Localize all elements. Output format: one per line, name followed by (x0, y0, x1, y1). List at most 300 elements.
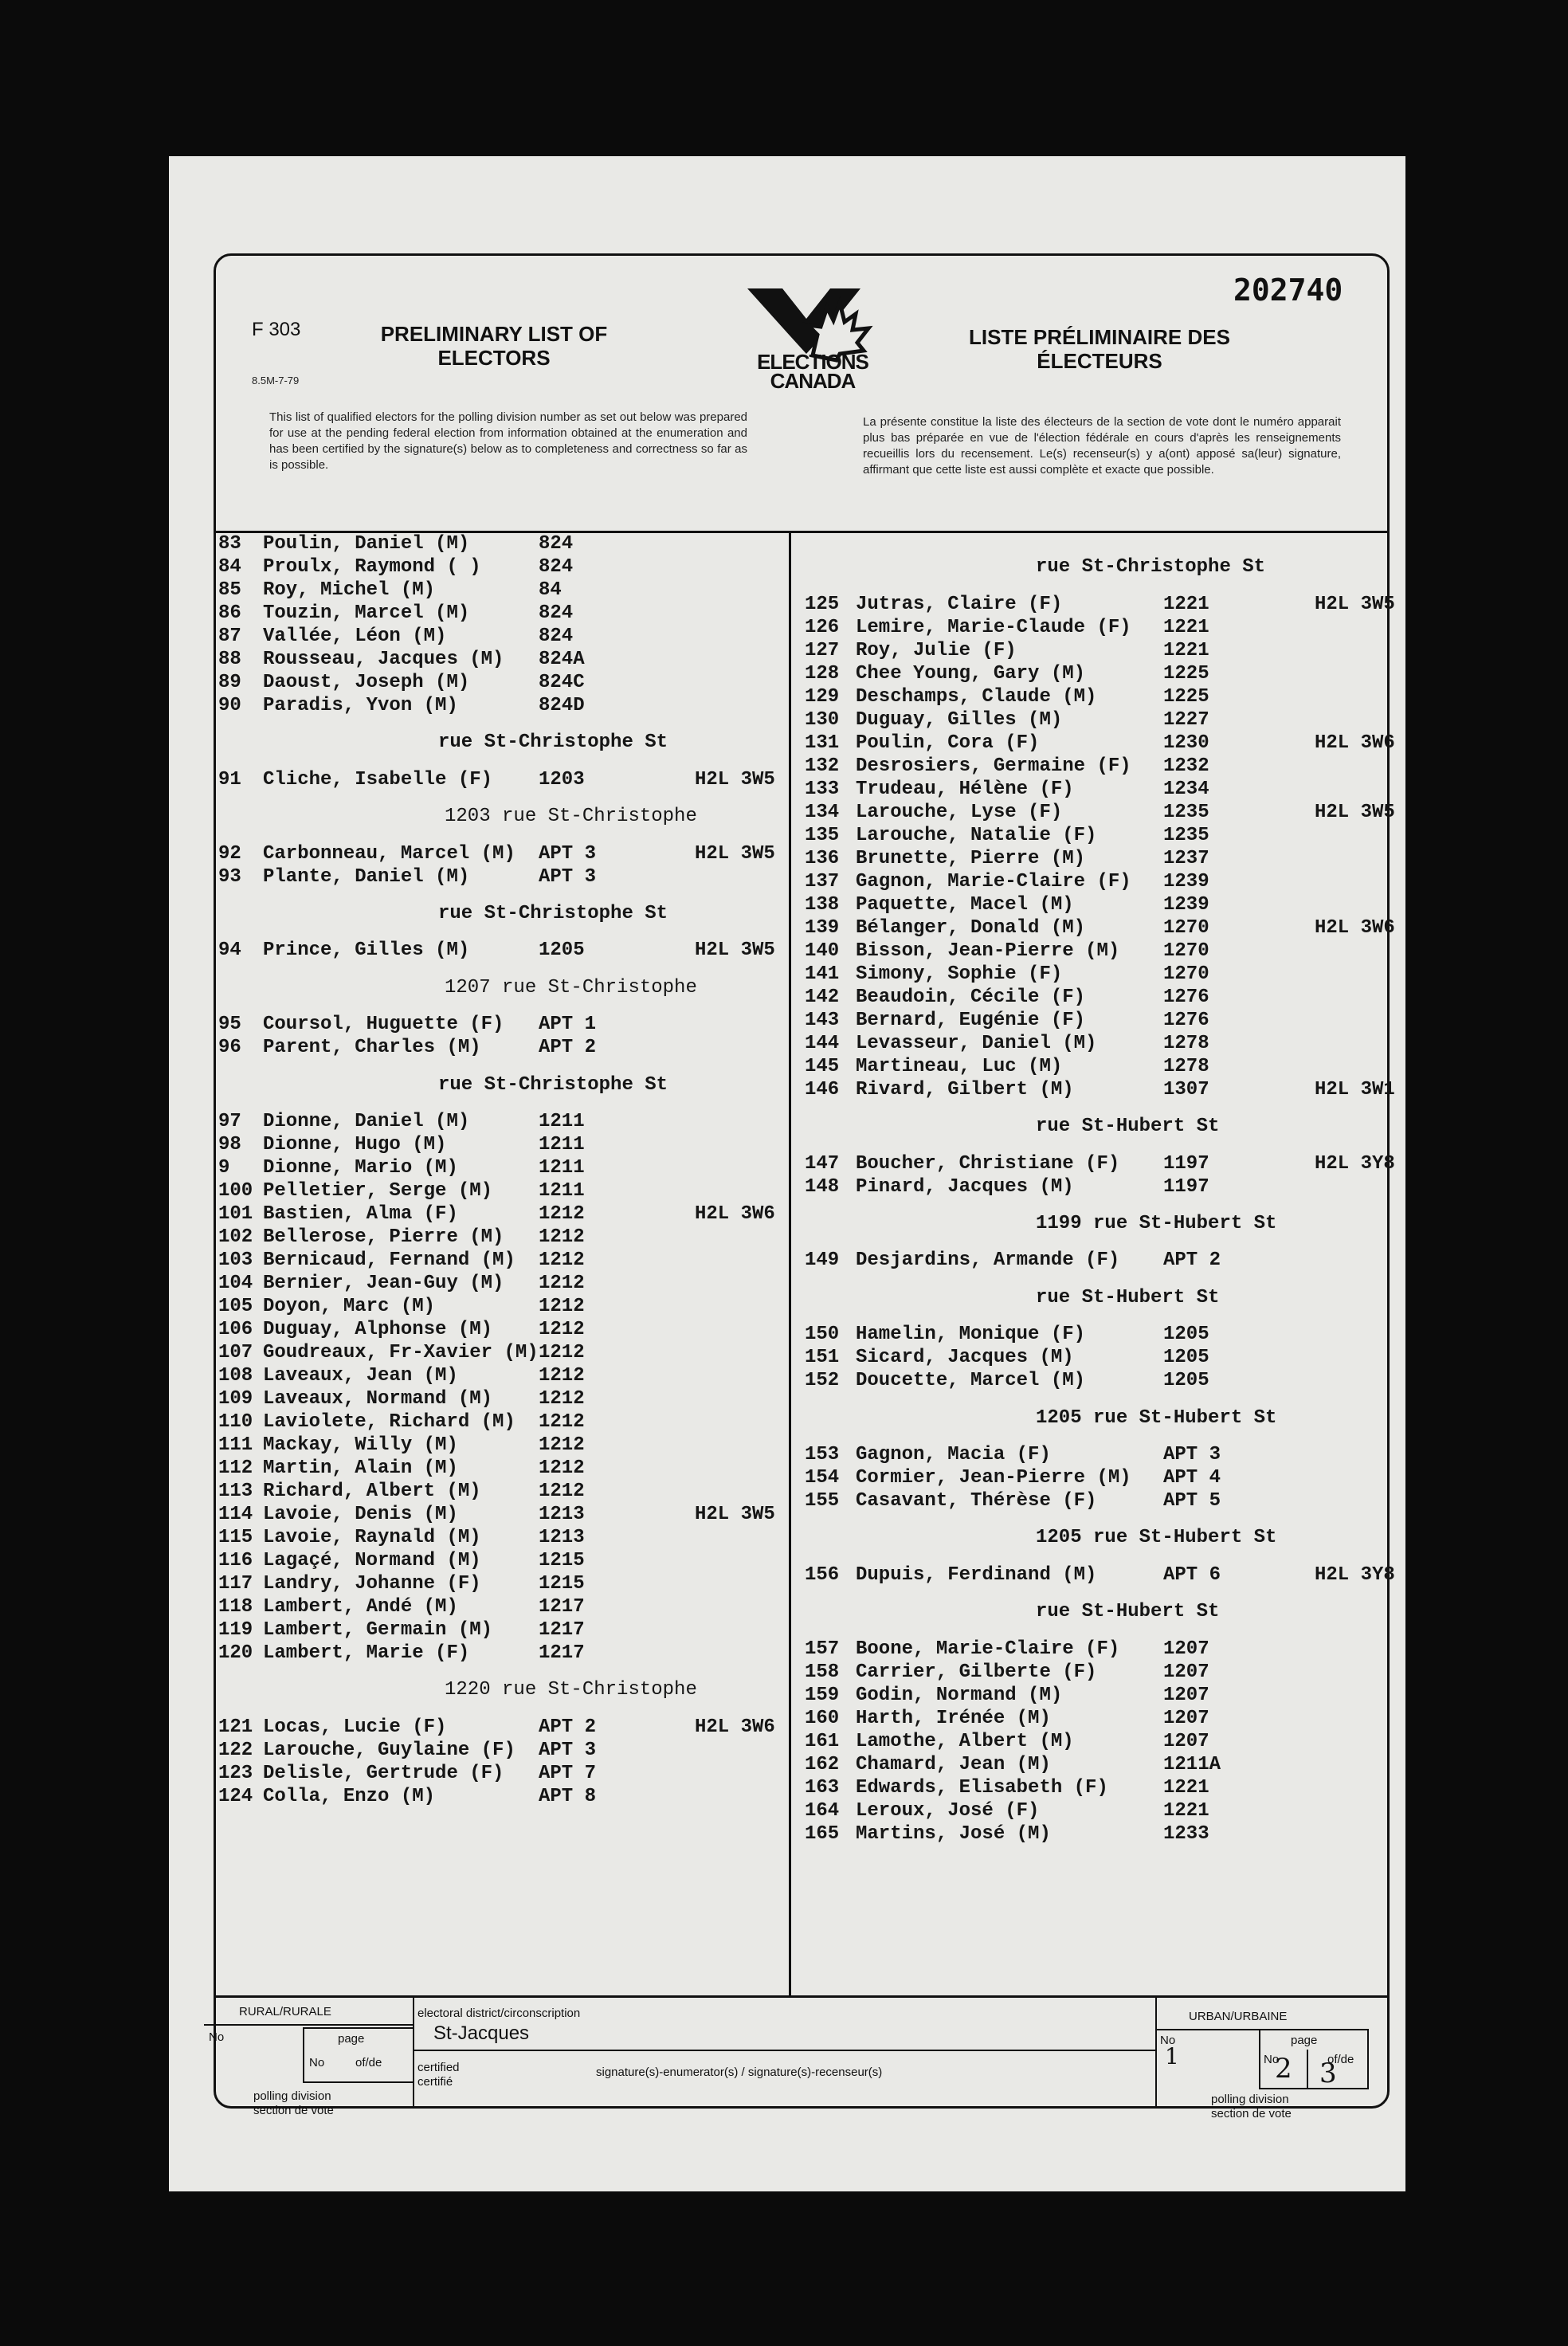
elector-name: Touzin, Marcel (M) (263, 602, 470, 624)
elector-number: 139 (805, 916, 840, 939)
postal-code: H2L 3W6 (695, 1203, 775, 1225)
street-heading: rue St-Christophe St (438, 903, 668, 924)
address-subheading: 1207 rue St-Christophe (445, 976, 697, 998)
elector-name: Prince, Gilles (M) (263, 940, 470, 962)
elector-address: 1237 (1163, 847, 1209, 869)
urban-page-value: 2 (1275, 2053, 1292, 2085)
elector-name: Richard, Albert (M) (263, 1481, 481, 1502)
elector-name: Chee Young, Gary (M) (856, 662, 1086, 685)
elector-name: Rousseau, Jacques (M) (263, 649, 504, 670)
elector-name: Bastien, Alma (F) (263, 1203, 458, 1225)
elector-name: Delisle, Gertrude (F) (263, 1762, 504, 1784)
elector-address: 1213 (539, 1504, 585, 1525)
address-subheading: 1203 rue St-Christophe (445, 806, 697, 828)
elector-address: 824 (539, 556, 574, 578)
elector-number: 163 (805, 1776, 840, 1799)
elector-number: 138 (805, 893, 840, 916)
elector-number: 160 (805, 1707, 840, 1729)
elector-address: APT 3 (539, 865, 597, 888)
elector-number: 109 (218, 1388, 253, 1410)
rural-polling-division: polling division (253, 2089, 331, 2103)
elector-address: 824A (539, 649, 585, 670)
elector-address: 1221 (1163, 1776, 1209, 1799)
elector-address: 1276 (1163, 986, 1209, 1008)
urban-page-label: page (1291, 2034, 1318, 2047)
street-heading: 1205 rue St-Hubert St (1036, 1406, 1277, 1429)
elector-number: 89 (218, 672, 241, 693)
elector-number: 159 (805, 1684, 840, 1706)
elector-address: 1212 (539, 1226, 585, 1248)
elector-number: 126 (805, 616, 840, 638)
elector-name: Goudreaux, Fr-Xavier (M) (263, 1342, 539, 1363)
elector-number: 87 (218, 626, 241, 647)
elector-address: 1235 (1163, 801, 1209, 823)
elector-address: APT 3 (1163, 1444, 1221, 1465)
elector-address: 1270 (1163, 963, 1209, 985)
elector-number: 88 (218, 649, 241, 670)
urban-polling-division: polling division (1211, 2093, 1289, 2106)
elector-address: 1221 (1163, 639, 1209, 661)
form-number: F 303 (252, 319, 301, 340)
elector-name: Pinard, Jacques (M) (856, 1175, 1074, 1198)
elector-number: 90 (218, 695, 241, 716)
elector-address: 1217 (539, 1619, 585, 1641)
postal-code: H2L 3W5 (695, 1504, 775, 1525)
elector-name: Levasseur, Daniel (M) (856, 1032, 1097, 1054)
district-rule (414, 2050, 1157, 2051)
elector-address: 1211 (539, 1157, 585, 1179)
elector-address: 1207 (1163, 1707, 1209, 1729)
elector-address: 824D (539, 695, 585, 716)
postal-code: H2L 3W5 (695, 768, 775, 790)
elector-number: 141 (805, 963, 840, 985)
elector-address: 1225 (1163, 662, 1209, 685)
elector-number: 153 (805, 1444, 840, 1465)
elector-address: APT 4 (1163, 1467, 1221, 1489)
elector-number: 98 (218, 1134, 241, 1155)
elector-name: Gagnon, Macia (F) (856, 1444, 1051, 1465)
district-label: electoral district/circonscription (417, 2007, 581, 2020)
elector-name: Pelletier, Serge (M) (263, 1180, 493, 1202)
elector-name: Locas, Lucie (F) (263, 1716, 447, 1738)
form-code: 8.5M-7-79 (252, 375, 300, 386)
elector-name: Larouche, Natalie (F) (856, 824, 1097, 846)
elector-name: Coursol, Huguette (F) (263, 1014, 504, 1036)
elector-address: 1212 (539, 1365, 585, 1387)
elector-name: Lambert, Andé (M) (263, 1596, 458, 1618)
street-heading: rue St-Christophe St (438, 1073, 668, 1096)
elector-name: Duguay, Gilles (M) (856, 708, 1063, 731)
elector-number: 96 (218, 1037, 241, 1059)
elector-number: 155 (805, 1490, 840, 1512)
elector-number: 156 (805, 1563, 840, 1586)
elector-address: 1221 (1163, 593, 1209, 615)
postal-code: H2L 3W5 (695, 842, 775, 865)
elector-address: 1225 (1163, 685, 1209, 708)
elector-name: Simony, Sophie (F) (856, 963, 1063, 985)
elector-number: 150 (805, 1324, 840, 1346)
elector-number: 93 (218, 865, 241, 888)
elector-name: Cormier, Jean-Pierre (M) (856, 1467, 1131, 1489)
elector-name: Larouche, Guylaine (F) (263, 1739, 515, 1761)
elector-number: 97 (218, 1111, 241, 1132)
elector-name: Martins, José (M) (856, 1822, 1051, 1845)
elector-number: 157 (805, 1638, 840, 1660)
urban-label: URBAN/URBAINE (1189, 2010, 1288, 2023)
elector-address: APT 3 (539, 1739, 597, 1761)
elector-name: Paquette, Macel (M) (856, 893, 1074, 916)
elector-name: Carrier, Gilberte (F) (856, 1661, 1097, 1683)
elector-number: 86 (218, 602, 241, 624)
elector-name: Trudeau, Hélène (F) (856, 778, 1074, 800)
elector-address: APT 2 (539, 1037, 597, 1059)
elector-address: 1205 (1163, 1347, 1209, 1369)
elector-name: Dionne, Hugo (M) (263, 1134, 447, 1155)
elector-address: 1278 (1163, 1055, 1209, 1077)
elector-address: 1207 (1163, 1730, 1209, 1752)
elector-number: 102 (218, 1226, 253, 1248)
urban-of-label: of/de (1327, 2053, 1354, 2066)
elector-number: 84 (218, 556, 241, 578)
elector-address: 1239 (1163, 870, 1209, 892)
elector-name: Doyon, Marc (M) (263, 1296, 436, 1317)
urban-sub-no-label: No (1264, 2053, 1280, 2066)
elector-address: 1233 (1163, 1822, 1209, 1845)
elector-number: 100 (218, 1180, 253, 1202)
elector-number: 113 (218, 1481, 253, 1502)
elector-address: APT 2 (1163, 1250, 1221, 1272)
elector-name: Brunette, Pierre (M) (856, 847, 1086, 869)
elector-name: Laveaux, Jean (M) (263, 1365, 458, 1387)
elector-address: 1211 (539, 1134, 585, 1155)
elector-address: 1207 (1163, 1638, 1209, 1660)
district-value: St-Jacques (433, 2022, 530, 2044)
elector-name: Bernard, Eugénie (F) (856, 1009, 1086, 1031)
elector-address: 1197 (1163, 1152, 1209, 1175)
elector-name: Laviolete, Richard (M) (263, 1411, 515, 1433)
elector-name: Jutras, Claire (F) (856, 593, 1063, 615)
elector-address: 1217 (539, 1596, 585, 1618)
elector-name: Casavant, Thérèse (F) (856, 1490, 1097, 1512)
elector-name: Godin, Normand (M) (856, 1684, 1063, 1706)
elector-number: 132 (805, 755, 840, 777)
elector-name: Lavoie, Denis (M) (263, 1504, 458, 1525)
elector-number: 117 (218, 1573, 253, 1595)
elector-number: 130 (805, 708, 840, 731)
address-subheading: 1220 rue St-Christophe (445, 1679, 697, 1701)
elector-list-right (805, 542, 1395, 1991)
elector-name: Lambert, Marie (F) (263, 1642, 470, 1664)
urban-page-split (1307, 2050, 1308, 2089)
elector-name: Lavoie, Raynald (M) (263, 1527, 481, 1548)
elector-number: 101 (218, 1203, 253, 1225)
elector-address: 1234 (1163, 778, 1209, 800)
elector-number: 146 (805, 1078, 840, 1100)
urban-no-value: 1 (1165, 2043, 1179, 2069)
rural-rule (204, 2024, 414, 2026)
intro-english: This list of qualified electors for the polling division number as set out below was prepared for use at the pending federal election from information obtained at the enumeration and has been certified by the signature(s) below as to completeness and correctness so far as is possible. (269, 410, 747, 472)
elector-number: 106 (218, 1319, 253, 1340)
elector-address: 84 (539, 579, 562, 601)
elector-address: 1221 (1163, 1799, 1209, 1822)
elector-name: Hamelin, Monique (F) (856, 1324, 1086, 1346)
elector-number: 112 (218, 1457, 253, 1479)
elector-number: 145 (805, 1055, 840, 1077)
urban-no-label: No (1160, 2034, 1176, 2047)
elector-name: Roy, Michel (M) (263, 579, 436, 601)
elector-name: Cliche, Isabelle (F) (263, 768, 493, 790)
elector-number: 111 (218, 1434, 253, 1456)
elector-address: 1212 (539, 1342, 585, 1363)
elector-number: 161 (805, 1730, 840, 1752)
title-english: PRELIMINARY LIST OF ELECTORS (380, 322, 608, 370)
elector-name: Sicard, Jacques (M) (856, 1347, 1074, 1369)
street-heading: 1205 rue St-Hubert St (1036, 1527, 1277, 1549)
elector-address: 824 (539, 602, 574, 624)
elector-number: 127 (805, 639, 840, 661)
elector-address: APT 8 (539, 1785, 597, 1807)
postal-code: H2L 3W6 (1315, 732, 1395, 754)
elector-address: 824 (539, 626, 574, 647)
elector-address: 1215 (539, 1550, 585, 1571)
postal-code: H2L 3W5 (1315, 593, 1395, 615)
elector-name: Mackay, Willy (M) (263, 1434, 458, 1456)
elector-number: 131 (805, 732, 840, 754)
elector-name: Landry, Johanne (F) (263, 1573, 481, 1595)
elector-address: APT 7 (539, 1762, 597, 1784)
elector-name: Poulin, Cora (F) (856, 732, 1040, 754)
elector-number: 108 (218, 1365, 253, 1387)
elector-address: 1230 (1163, 732, 1209, 754)
elector-name: Leroux, José (F) (856, 1799, 1040, 1822)
elector-number: 148 (805, 1175, 840, 1198)
elector-name: Lambert, Germain (M) (263, 1619, 493, 1641)
elector-address: 1232 (1163, 755, 1209, 777)
elector-address: 1212 (539, 1273, 585, 1294)
elector-address: 1211 (539, 1111, 585, 1132)
elector-address: 1212 (539, 1203, 585, 1225)
elector-address: 824C (539, 672, 585, 693)
elector-number: 105 (218, 1296, 253, 1317)
elector-name: Vallée, Léon (M) (263, 626, 447, 647)
elector-name: Proulx, Raymond ( ) (263, 556, 481, 578)
elector-number: 122 (218, 1739, 253, 1761)
elector-number: 118 (218, 1596, 253, 1618)
rural-of-label: of/de (355, 2056, 382, 2069)
elector-name: Martineau, Luc (M) (856, 1055, 1063, 1077)
elector-number: 104 (218, 1273, 253, 1294)
elector-number: 134 (805, 801, 840, 823)
elector-number: 140 (805, 940, 840, 962)
urban-left-rule (1155, 1995, 1157, 2109)
elector-address: 1205 (1163, 1370, 1209, 1392)
elector-name: Boucher, Christiane (F) (856, 1152, 1120, 1175)
elector-name: Doucette, Marcel (M) (856, 1370, 1086, 1392)
postal-code: H2L 3Y8 (1315, 1563, 1395, 1586)
elector-number: 151 (805, 1347, 840, 1369)
elector-address: 1213 (539, 1527, 585, 1548)
elector-name: Lemire, Marie-Claude (F) (856, 616, 1131, 638)
elector-number: 144 (805, 1032, 840, 1054)
elector-address: 1212 (539, 1434, 585, 1456)
elector-name: Bisson, Jean-Pierre (M) (856, 940, 1120, 962)
elector-address: 1221 (1163, 616, 1209, 638)
elector-name: Dupuis, Ferdinand (M) (856, 1563, 1097, 1586)
elector-number: 85 (218, 579, 241, 601)
elector-number: 137 (805, 870, 840, 892)
elector-number: 120 (218, 1642, 253, 1664)
elector-address: 1212 (539, 1481, 585, 1502)
elector-name: Roy, Julie (F) (856, 639, 1017, 661)
elector-address: 1212 (539, 1388, 585, 1410)
elector-address: 824 (539, 533, 574, 555)
elector-name: Bélanger, Donald (M) (856, 916, 1086, 939)
elector-address: 1207 (1163, 1661, 1209, 1683)
elector-name: Lamothe, Albert (M) (856, 1730, 1074, 1752)
signature-label: signature(s)-enumerator(s) / signature(s)-recenseur(s) (596, 2066, 883, 2079)
elector-number: 110 (218, 1411, 253, 1433)
elector-number: 116 (218, 1550, 253, 1571)
urban-section-vote: section de vote (1211, 2107, 1292, 2120)
elector-address: APT 2 (539, 1716, 597, 1738)
street-heading: rue St-Hubert St (1036, 1116, 1220, 1138)
postal-code: H2L 3W1 (1315, 1078, 1395, 1100)
elector-address: 1239 (1163, 893, 1209, 916)
street-heading: rue St-Hubert St (1036, 1286, 1220, 1308)
elector-address: 1205 (1163, 1324, 1209, 1346)
elector-address: 1212 (539, 1457, 585, 1479)
elector-number: 83 (218, 533, 241, 555)
elector-name: Larouche, Lyse (F) (856, 801, 1063, 823)
elector-address: 1227 (1163, 708, 1209, 731)
rural-label: RURAL/RURALE (239, 2005, 331, 2018)
elector-number: 9 (218, 1157, 230, 1179)
elector-address: 1207 (1163, 1684, 1209, 1706)
elector-number: 154 (805, 1467, 840, 1489)
elector-number: 152 (805, 1370, 840, 1392)
elector-number: 119 (218, 1619, 253, 1641)
elector-address: APT 5 (1163, 1490, 1221, 1512)
postal-code: H2L 3Y8 (1315, 1152, 1395, 1175)
elector-address: 1217 (539, 1642, 585, 1664)
elector-address: 1270 (1163, 940, 1209, 962)
elector-number: 95 (218, 1014, 241, 1036)
certified-label: certified (417, 2061, 460, 2074)
rural-page-label: page (338, 2032, 365, 2046)
elector-address: 1215 (539, 1573, 585, 1595)
elector-address: 1276 (1163, 1009, 1209, 1031)
elector-address: 1211 (539, 1180, 585, 1202)
elector-address: 1212 (539, 1250, 585, 1271)
elector-name: Beaudoin, Cécile (F) (856, 986, 1086, 1008)
elector-number: 114 (218, 1504, 253, 1525)
elector-name: Dionne, Daniel (M) (263, 1111, 470, 1132)
postal-code: H2L 3W6 (1315, 916, 1395, 939)
elector-name: Lagaçé, Normand (M) (263, 1550, 481, 1571)
elector-number: 142 (805, 986, 840, 1008)
street-heading: rue St-Christophe St (438, 732, 668, 754)
elector-name: Colla, Enzo (M) (263, 1785, 436, 1807)
serial-number: 202740 (1233, 273, 1343, 308)
elector-number: 136 (805, 847, 840, 869)
certifie-label: certifié (417, 2075, 453, 2089)
elector-name: Martin, Alain (M) (263, 1457, 458, 1479)
elector-number: 103 (218, 1250, 253, 1271)
elector-list-left (218, 532, 786, 1991)
elector-address: 1203 (539, 768, 585, 790)
rural-right-rule (413, 1995, 414, 2109)
elector-number: 124 (218, 1785, 253, 1807)
elector-number: 121 (218, 1716, 253, 1738)
elector-number: 162 (805, 1753, 840, 1775)
postal-code: H2L 3W5 (1315, 801, 1395, 823)
elector-name: Boone, Marie-Claire (F) (856, 1638, 1120, 1660)
elector-number: 149 (805, 1250, 840, 1272)
elector-name: Laveaux, Normand (M) (263, 1388, 493, 1410)
elector-number: 94 (218, 940, 241, 962)
elector-number: 135 (805, 824, 840, 846)
elector-number: 125 (805, 593, 840, 615)
elector-name: Dionne, Mario (M) (263, 1157, 458, 1179)
street-heading: rue St-Christophe St (1036, 556, 1266, 579)
elector-number: 165 (805, 1822, 840, 1845)
elector-address: 1235 (1163, 824, 1209, 846)
elector-address: 1205 (539, 940, 585, 962)
elector-number: 123 (218, 1762, 253, 1784)
elector-name: Bellerose, Pierre (M) (263, 1226, 504, 1248)
elector-address: 1212 (539, 1319, 585, 1340)
elector-name: Desjardins, Armande (F) (856, 1250, 1120, 1272)
elector-number: 164 (805, 1799, 840, 1822)
elector-name: Rivard, Gilbert (M) (856, 1078, 1074, 1100)
postal-code: H2L 3W5 (695, 940, 775, 962)
postal-code: H2L 3W6 (695, 1716, 775, 1738)
elector-number: 115 (218, 1527, 253, 1548)
elector-name: Plante, Daniel (M) (263, 865, 470, 888)
title-french: LISTE PRÉLIMINAIRE DES ÉLECTEURS (969, 325, 1230, 373)
footer-divider (214, 1995, 1390, 1998)
urban-of-value: 3 (1319, 2058, 1337, 2089)
elector-number: 91 (218, 768, 241, 790)
rural-section-vote: section de vote (253, 2104, 334, 2117)
logo-text: ELECTIONS CANADA (757, 350, 868, 393)
elector-number: 128 (805, 662, 840, 685)
elector-number: 107 (218, 1342, 253, 1363)
elector-address: 1212 (539, 1411, 585, 1433)
elector-address: 1212 (539, 1296, 585, 1317)
elector-name: Daoust, Joseph (M) (263, 672, 470, 693)
elector-address: 1270 (1163, 916, 1209, 939)
elector-name: Chamard, Jean (M) (856, 1753, 1051, 1775)
elector-name: Poulin, Daniel (M) (263, 533, 470, 555)
elector-number: 158 (805, 1661, 840, 1683)
elector-number: 147 (805, 1152, 840, 1175)
elector-number: 129 (805, 685, 840, 708)
elector-name: Duguay, Alphonse (M) (263, 1319, 493, 1340)
elector-address: 1211A (1163, 1753, 1221, 1775)
elector-name: Edwards, Elisabeth (F) (856, 1776, 1108, 1799)
street-heading: rue St-Hubert St (1036, 1601, 1220, 1623)
elector-name: Paradis, Yvon (M) (263, 695, 458, 716)
elector-number: 143 (805, 1009, 840, 1031)
intro-french: La présente constitue la liste des électeurs de la section de vote dont le numéro apparait plus bas préparée en vue de l'élection fédérale en cours d'après les renseignements recueillis lors du recensement. Le(s) recenseur(s) y a(ont) apposé sa(leur) signature, affirmant que cette liste est aussi complète et exacte que possible. (863, 415, 1341, 477)
column-divider (789, 532, 791, 1995)
elector-name: Gagnon, Marie-Claire (F) (856, 870, 1131, 892)
elector-address: APT 3 (539, 842, 597, 865)
elector-name: Desrosiers, Germaine (F) (856, 755, 1131, 777)
elector-name: Bernicaud, Fernand (M) (263, 1250, 515, 1271)
elector-address: 1307 (1163, 1078, 1209, 1100)
